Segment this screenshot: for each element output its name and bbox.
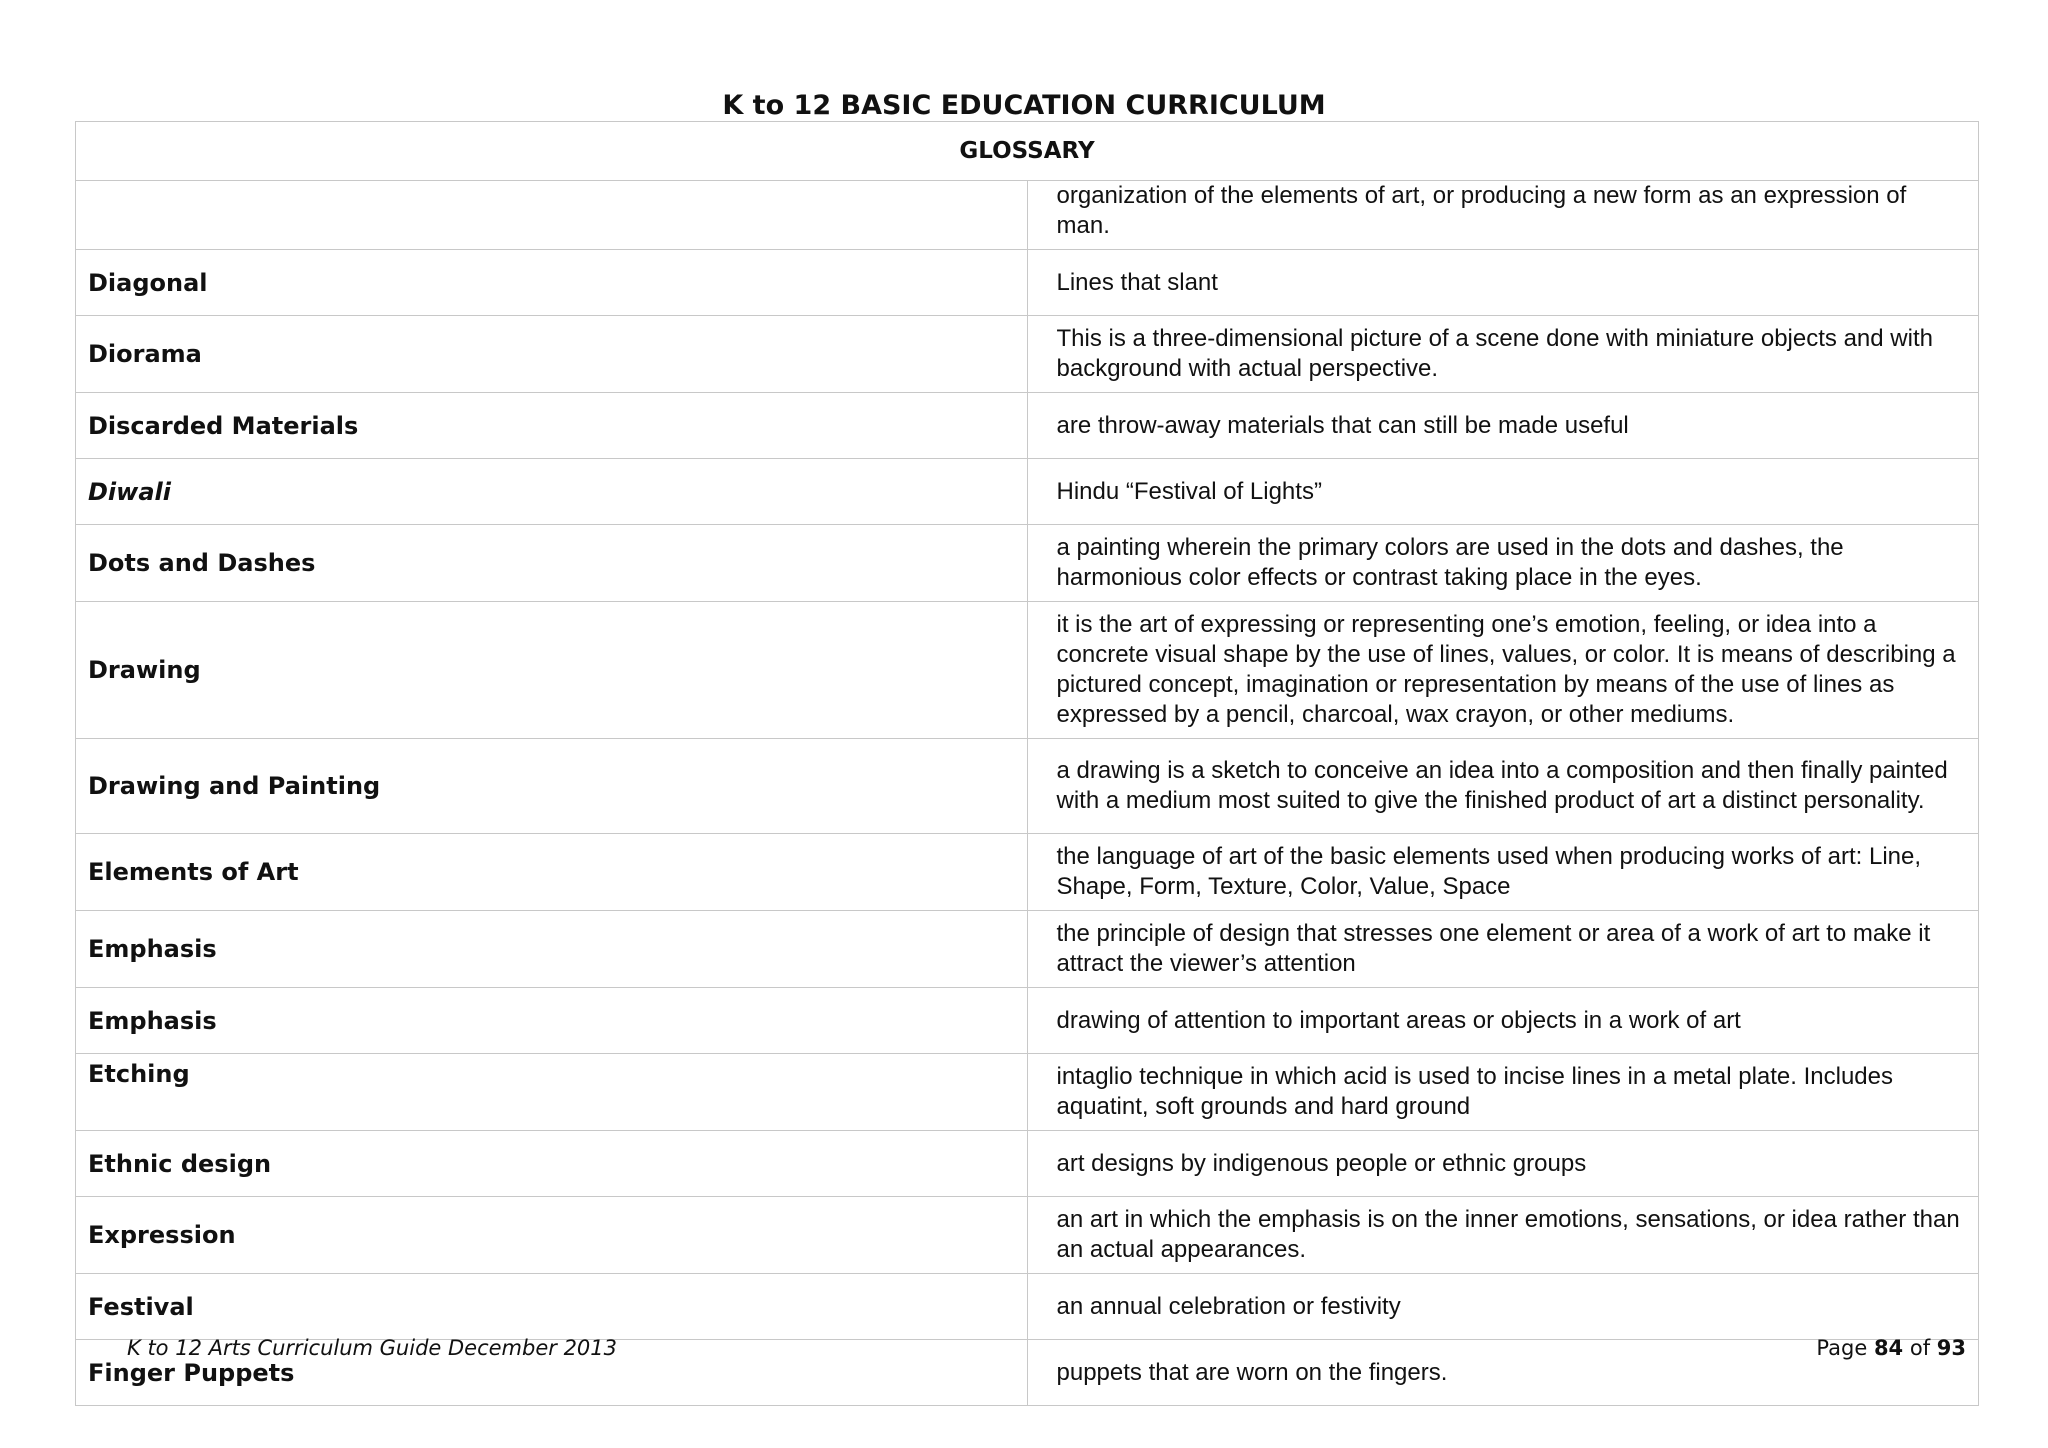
table-row <box>76 393 1979 459</box>
page-prefix: Page <box>1816 1336 1874 1360</box>
definition-cell: the language of art of the basic elements used when producing works of art: Line, Shape, Form, Texture, Color, Value, Space <box>1027 834 1979 911</box>
term-cell: Diagonal <box>76 250 1028 316</box>
term-cell: Ethnic design <box>76 1131 1028 1197</box>
term-cell: Emphasis <box>76 911 1028 988</box>
table-row <box>76 1054 1979 1131</box>
term-cell: Elements of Art <box>76 834 1028 911</box>
term-cell: Etching <box>76 1054 1028 1131</box>
definition-cell: Hindu “Festival of Lights” <box>1027 459 1979 525</box>
glossary-heading: GLOSSARY <box>76 122 1979 181</box>
definition-cell: a drawing is a sketch to conceive an idea into a composition and then finally painted with a medium most suited to give the finished product of art a distinct personality. <box>1027 739 1979 834</box>
definition-cell: a painting wherein the primary colors are used in the dots and dashes, the harmonious color effects or contrast taking place in the eyes. <box>1027 525 1979 602</box>
table-row <box>76 602 1979 739</box>
table-row <box>76 250 1979 316</box>
term-cell: Drawing <box>76 602 1028 739</box>
definition-cell: an annual celebration or festivity <box>1027 1274 1979 1340</box>
definition-cell: the principle of design that stresses one element or area of a work of art to make it attract the viewer’s attention <box>1027 911 1979 988</box>
glossary-table <box>75 121 1979 1406</box>
table-row <box>76 911 1979 988</box>
term-cell: Diwali <box>76 459 1028 525</box>
term-cell: Emphasis <box>76 988 1028 1054</box>
definition-cell: This is a three-dimensional picture of a scene done with miniature objects and with background with actual perspective. <box>1027 316 1979 393</box>
table-row-continuation <box>76 181 1979 250</box>
table-row <box>76 1131 1979 1197</box>
definition-cell: Lines that slant <box>1027 250 1979 316</box>
term-cell: Expression <box>76 1197 1028 1274</box>
definition-cell: an art in which the emphasis is on the inner emotions, sensations, or idea rather than an actual appearances. <box>1027 1197 1979 1274</box>
definition-cell: puppets that are worn on the fingers. <box>1027 1340 1979 1406</box>
glossary-heading-row <box>76 122 1979 181</box>
page-total: 93 <box>1936 1336 1966 1360</box>
table-row <box>76 459 1979 525</box>
term-cell: Discarded Materials <box>76 393 1028 459</box>
footer-guide-label: K to 12 Arts Curriculum Guide December 2013 <box>127 1336 618 1360</box>
term-cell <box>76 181 1028 250</box>
term-cell: Diorama <box>76 316 1028 393</box>
table-row <box>76 988 1979 1054</box>
definition-cell: art designs by indigenous people or ethnic groups <box>1027 1131 1979 1197</box>
table-row <box>76 316 1979 393</box>
table-row <box>76 525 1979 602</box>
term-cell: Dots and Dashes <box>76 525 1028 602</box>
term-cell: Festival <box>76 1274 1028 1340</box>
table-row <box>76 739 1979 834</box>
definition-cell: it is the art of expressing or representing one’s emotion, feeling, or idea into a concrete visual shape by the use of lines, values, or color. It is means of describing a pictured concept, imagination or representation by means of the use of lines as expressed by a pencil, charcoal, wax crayon, or other mediums. <box>1027 602 1979 739</box>
term-cell: Finger Puppets <box>76 1340 1028 1406</box>
page-number-footer <box>1816 1336 1966 1360</box>
table-row <box>76 834 1979 911</box>
term-cell: Drawing and Painting <box>76 739 1028 834</box>
document-title: K to 12 BASIC EDUCATION CURRICULUM <box>722 90 1326 121</box>
table-row <box>76 1274 1979 1340</box>
definition-cell: organization of the elements of art, or producing a new form as an expression of man. <box>1027 181 1979 250</box>
definition-cell: drawing of attention to important areas or objects in a work of art <box>1027 988 1979 1054</box>
page-of: of <box>1903 1336 1937 1360</box>
table-row <box>76 1197 1979 1274</box>
page-number: 84 <box>1873 1336 1904 1360</box>
definition-cell: are throw-away materials that can still be made useful <box>1027 393 1979 459</box>
definition-cell: intaglio technique in which acid is used to incise lines in a metal plate. Includes aquatint, soft grounds and hard ground <box>1027 1054 1979 1131</box>
